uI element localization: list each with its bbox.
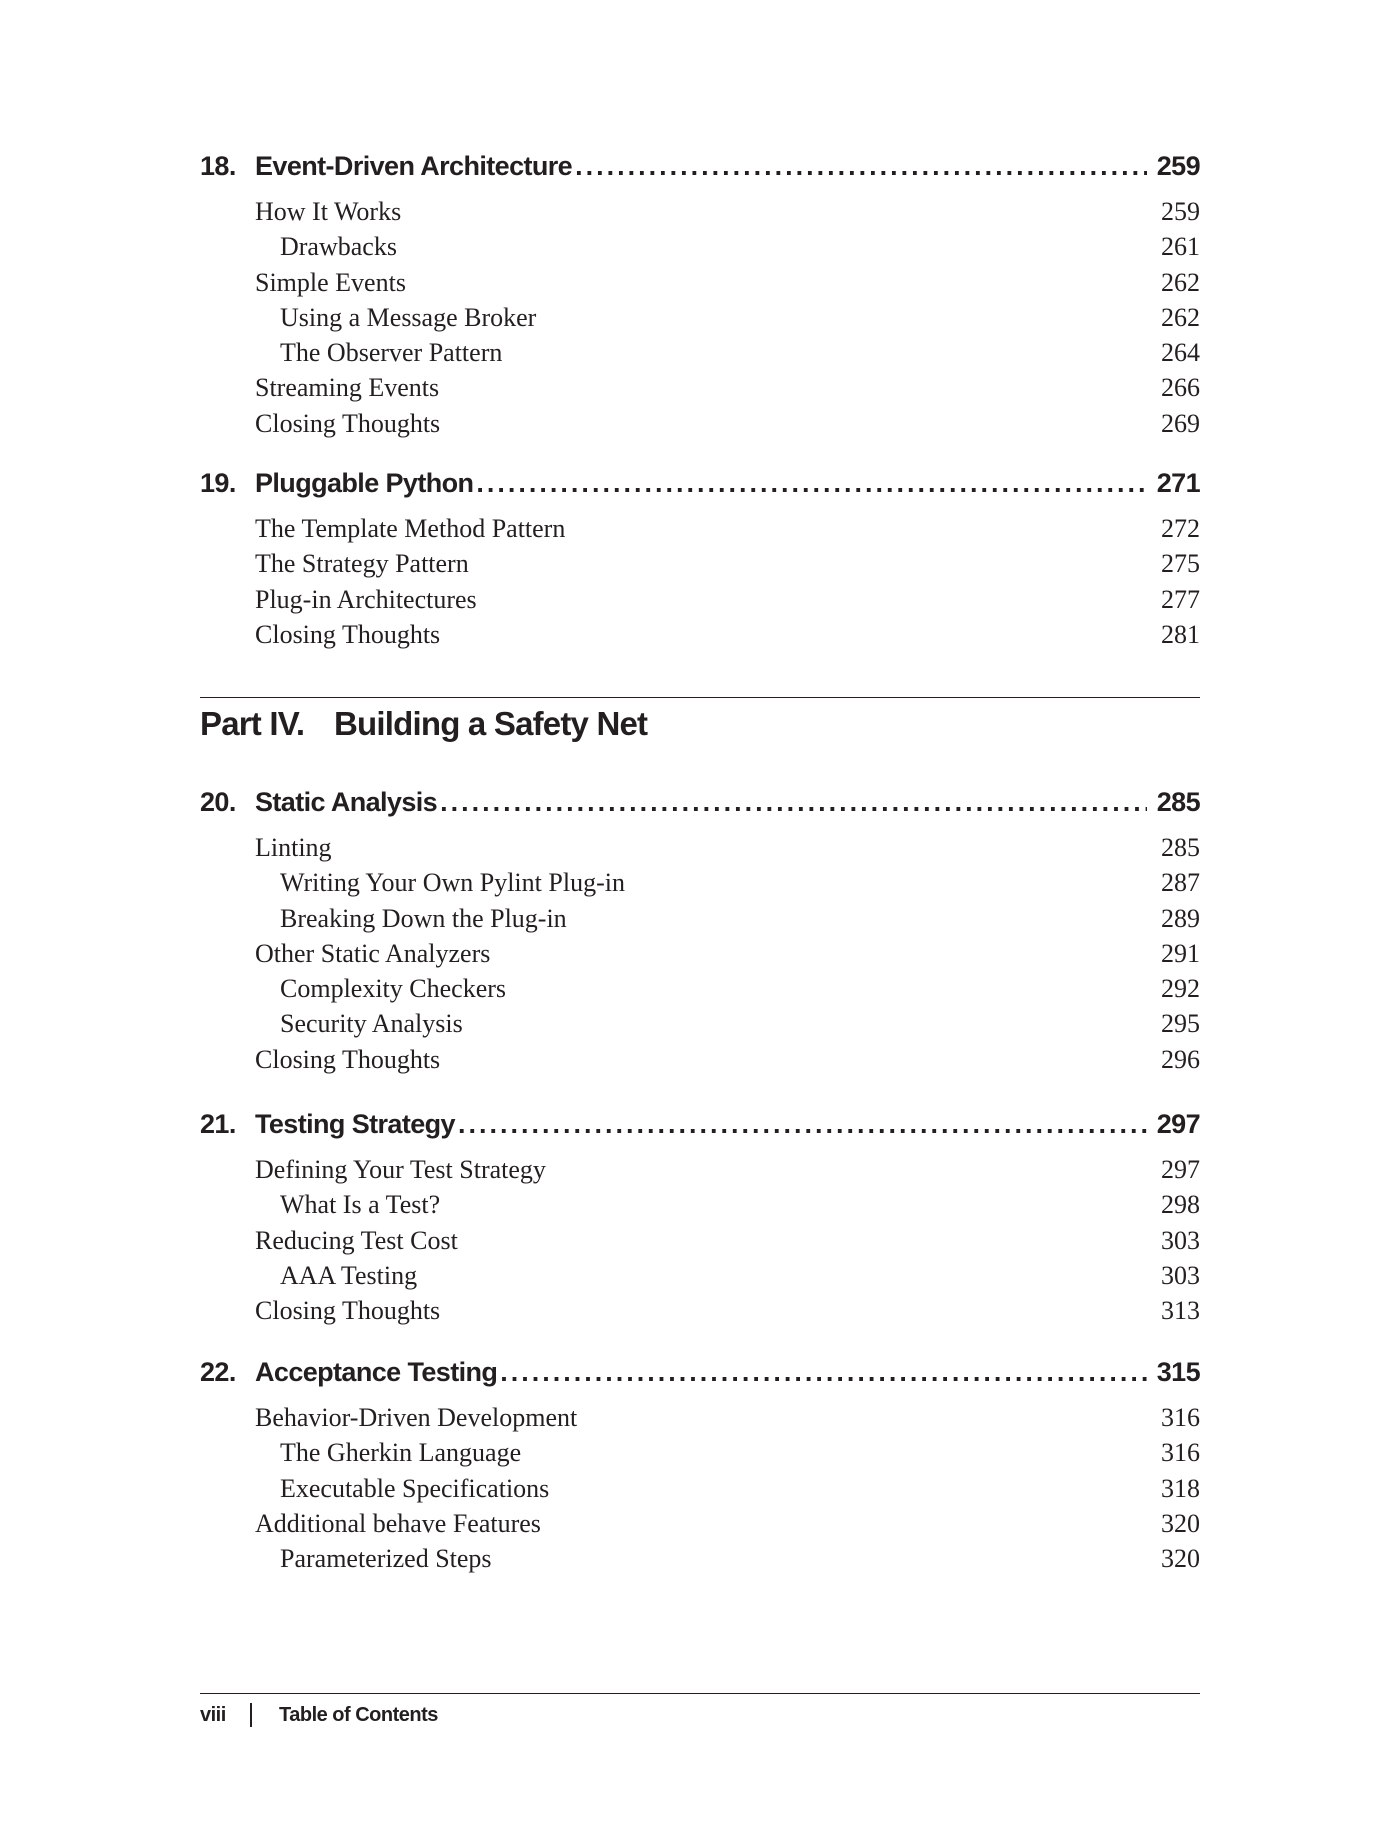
entry-page-number: 296 <box>1161 1044 1200 1074</box>
part-label: Part IV. <box>200 705 305 742</box>
chapter-title: Event-Driven Architecture <box>255 151 573 181</box>
entry-page-number: 289 <box>1161 903 1200 933</box>
footer-page-number: viii <box>200 1703 226 1726</box>
entry-page-number: 295 <box>1161 1009 1200 1039</box>
footer-section-title: Table of Contents <box>279 1703 438 1726</box>
chapter-number: 22. <box>200 1357 236 1387</box>
entry-title: Breaking Down the Plug-in <box>280 903 567 933</box>
entry-page-number: 313 <box>1161 1296 1200 1326</box>
chapter-number: 20. <box>200 787 236 817</box>
entry-page-number: 277 <box>1161 584 1200 614</box>
chapter-page-number: 259 <box>1156 151 1200 181</box>
toc-section-entry[interactable] <box>200 373 1200 408</box>
entry-title: Linting <box>255 833 332 862</box>
page-footer <box>200 1703 438 1727</box>
dot-leader <box>500 1357 1146 1388</box>
entry-page-number: 316 <box>1161 1403 1200 1432</box>
chapter-heading[interactable] <box>200 151 1200 197</box>
toc-subsection-entry[interactable] <box>200 1009 1200 1044</box>
entry-page-number: 269 <box>1161 408 1200 438</box>
chapter-heading[interactable] <box>200 787 1200 833</box>
entry-page-number: 261 <box>1161 232 1200 262</box>
entry-title: Simple Events <box>255 267 406 297</box>
chapter-page-number: 315 <box>1156 1357 1200 1387</box>
part-title: Building a Safety Net <box>334 705 648 742</box>
toc-subsection-entry[interactable] <box>200 1544 1200 1579</box>
dot-leader <box>575 151 1147 182</box>
chapter-block <box>200 468 1200 655</box>
entry-title: Streaming Events <box>255 373 440 403</box>
chapter-page-number: 285 <box>1156 787 1200 817</box>
toc-subsection-entry[interactable] <box>200 904 1200 939</box>
toc-section-entry[interactable] <box>200 549 1200 584</box>
chapter-number: 18. <box>200 151 236 181</box>
entry-page-number: 318 <box>1161 1473 1200 1503</box>
toc-section-entry[interactable] <box>200 1045 1200 1080</box>
chapter-block <box>200 787 1200 1080</box>
entry-title: Defining Your Test Strategy <box>255 1155 546 1184</box>
toc-subsection-entry[interactable] <box>200 1190 1200 1225</box>
entry-page-number: 259 <box>1161 197 1200 226</box>
entry-page-number: 303 <box>1161 1225 1200 1255</box>
toc-section-entry[interactable] <box>200 620 1200 655</box>
entry-title: Parameterized Steps <box>280 1544 492 1574</box>
entry-title: Using a Message Broker <box>280 302 537 332</box>
entry-title: Reducing Test Cost <box>255 1225 458 1255</box>
chapter-block <box>200 1357 1200 1579</box>
entry-title: The Gherkin Language <box>280 1438 522 1468</box>
entry-title: Plug-in Architectures <box>255 584 477 614</box>
entry-page-number: 297 <box>1161 1155 1200 1184</box>
entry-page-number: 287 <box>1161 868 1200 898</box>
entry-title: Writing Your Own Pylint Plug-in <box>280 868 625 898</box>
entry-page-number: 320 <box>1161 1544 1200 1574</box>
chapter-page-number: 271 <box>1156 468 1200 498</box>
toc-subsection-entry[interactable] <box>200 338 1200 373</box>
chapter-title: Static Analysis <box>255 787 438 817</box>
entry-title: What Is a Test? <box>280 1190 441 1220</box>
toc-section-entry[interactable] <box>200 939 1200 974</box>
entry-page-number: 281 <box>1161 619 1200 649</box>
chapter-title: Acceptance Testing <box>255 1357 498 1387</box>
part-divider <box>200 697 1200 698</box>
entry-page-number: 292 <box>1161 974 1200 1004</box>
part-heading <box>200 705 647 755</box>
entry-title: Other Static Analyzers <box>255 938 491 968</box>
dot-leader <box>458 1109 1147 1140</box>
chapter-heading[interactable] <box>200 468 1200 514</box>
entry-title: AAA Testing <box>280 1260 418 1290</box>
entry-page-number: 266 <box>1161 373 1200 403</box>
entry-page-number: 264 <box>1161 338 1200 368</box>
entry-title: The Template Method Pattern <box>255 514 566 543</box>
toc-section-entry[interactable] <box>200 268 1200 303</box>
entry-title: Drawbacks <box>280 232 397 262</box>
toc-subsection-entry[interactable] <box>200 1474 1200 1509</box>
dot-leader <box>476 468 1146 499</box>
entry-page-number: 275 <box>1161 549 1200 579</box>
toc-section-entry[interactable] <box>200 1155 1200 1190</box>
entry-page-number: 303 <box>1161 1260 1200 1290</box>
entry-title: How It Works <box>255 197 402 226</box>
entry-page-number: 262 <box>1161 302 1200 332</box>
chapter-number: 19. <box>200 468 236 498</box>
toc-section-entry[interactable] <box>200 409 1200 444</box>
chapter-number: 21. <box>200 1109 236 1139</box>
chapter-title: Testing Strategy <box>255 1109 455 1139</box>
chapter-block <box>200 1109 1200 1331</box>
footer-separator <box>250 1703 252 1727</box>
toc-subsection-entry[interactable] <box>200 1261 1200 1296</box>
toc-section-entry[interactable] <box>200 1296 1200 1331</box>
chapter-title: Pluggable Python <box>255 468 474 498</box>
entry-title: Closing Thoughts <box>255 1044 441 1074</box>
entry-page-number: 262 <box>1161 267 1200 297</box>
toc-section-entry[interactable] <box>200 1226 1200 1261</box>
toc-subsection-entry[interactable] <box>200 868 1200 903</box>
entry-page-number: 272 <box>1161 514 1200 543</box>
entry-title: Closing Thoughts <box>255 619 441 649</box>
footer-divider <box>200 1693 1200 1694</box>
toc-subsection-entry[interactable] <box>200 974 1200 1009</box>
entry-title: Closing Thoughts <box>255 408 441 438</box>
entry-title: Behavior-Driven Development <box>255 1403 578 1432</box>
toc-subsection-entry[interactable] <box>200 232 1200 267</box>
toc-section-entry[interactable] <box>200 197 1200 232</box>
entry-title: Closing Thoughts <box>255 1296 441 1326</box>
toc-section-entry[interactable] <box>200 514 1200 549</box>
toc-section-entry[interactable] <box>200 1509 1200 1544</box>
toc-subsection-entry[interactable] <box>200 303 1200 338</box>
chapter-heading[interactable] <box>200 1109 1200 1155</box>
entry-page-number: 298 <box>1161 1190 1200 1220</box>
entry-page-number: 320 <box>1161 1508 1200 1538</box>
toc-subsection-entry[interactable] <box>200 1438 1200 1473</box>
chapter-page-number: 297 <box>1156 1109 1200 1139</box>
entry-title: Complexity Checkers <box>280 974 507 1004</box>
chapter-heading[interactable] <box>200 1357 1200 1403</box>
entry-title: The Strategy Pattern <box>255 549 469 579</box>
toc-section-entry[interactable] <box>200 833 1200 868</box>
dot-leader <box>440 787 1147 818</box>
entry-page-number: 291 <box>1161 938 1200 968</box>
chapter-block <box>200 151 1200 444</box>
entry-title: Additional behave Features <box>255 1508 541 1538</box>
entry-title: Security Analysis <box>280 1009 463 1039</box>
entry-page-number: 285 <box>1161 833 1200 862</box>
toc-section-entry[interactable] <box>200 585 1200 620</box>
entry-page-number: 316 <box>1161 1438 1200 1468</box>
toc-section-entry[interactable] <box>200 1403 1200 1438</box>
entry-title: The Observer Pattern <box>280 338 503 368</box>
entry-title: Executable Specifications <box>280 1473 550 1503</box>
